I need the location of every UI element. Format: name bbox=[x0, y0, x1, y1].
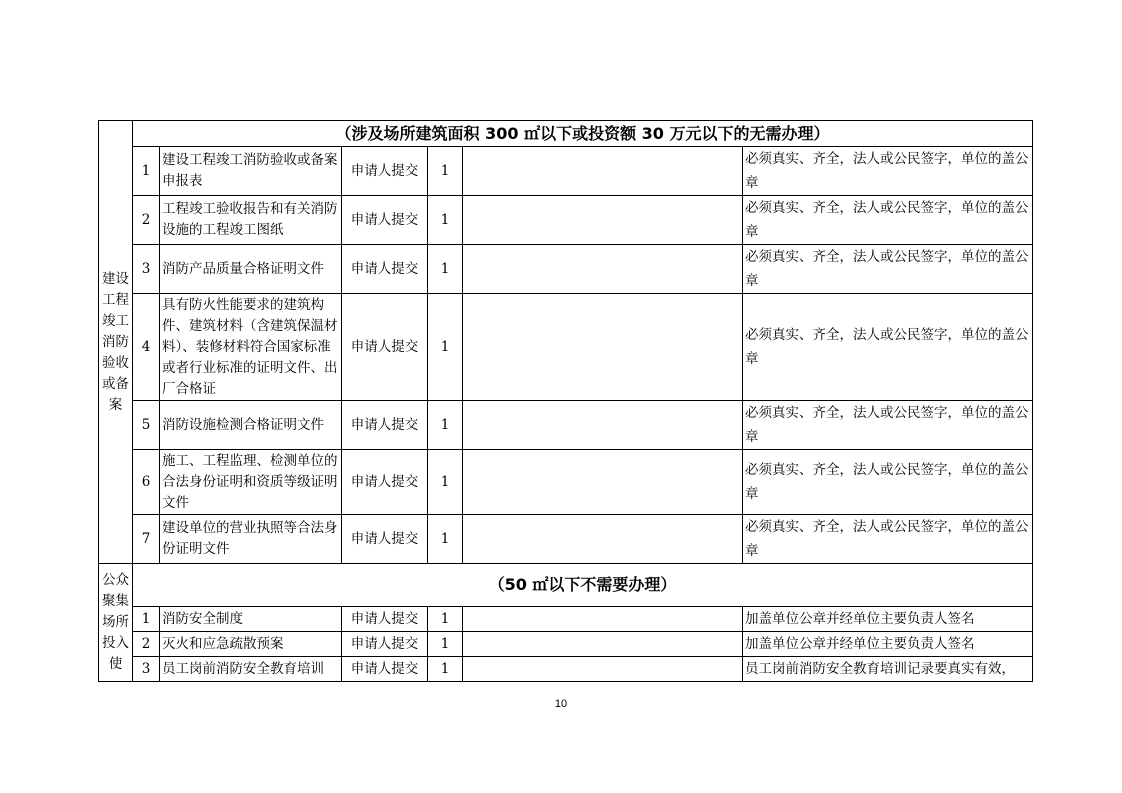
requirements-table bbox=[98, 120, 1033, 682]
quantity: 1 bbox=[428, 607, 463, 632]
table-row bbox=[99, 401, 1033, 450]
quantity: 1 bbox=[428, 147, 463, 196]
submitter: 申请人提交 bbox=[342, 294, 428, 401]
blank-cell bbox=[463, 632, 743, 657]
quantity: 1 bbox=[428, 401, 463, 450]
section-b-header-row bbox=[99, 564, 1033, 607]
submitter: 申请人提交 bbox=[342, 401, 428, 450]
submitter: 申请人提交 bbox=[342, 196, 428, 245]
document-name: 施工、工程监理、检测单位的合法身份证明和资质等级证明文件 bbox=[160, 450, 342, 515]
table-row bbox=[99, 294, 1033, 401]
table-row bbox=[99, 657, 1033, 682]
section-a-category: 建设工程竣工消防验收或备案 bbox=[102, 270, 129, 413]
blank-cell bbox=[463, 401, 743, 450]
submitter: 申请人提交 bbox=[342, 632, 428, 657]
blank-cell bbox=[463, 515, 743, 564]
document-name: 建设工程竣工消防验收或备案申报表 bbox=[160, 147, 342, 196]
row-number: 1 bbox=[133, 607, 160, 632]
blank-cell bbox=[463, 657, 743, 682]
remark: 必须真实、齐全，法人或公民签字，单位的盖公章 bbox=[743, 401, 1033, 450]
table-row bbox=[99, 147, 1033, 196]
page-number: 10 bbox=[554, 698, 568, 710]
table-row bbox=[99, 450, 1033, 515]
remark: 必须真实、齐全，法人或公民签字，单位的盖公章 bbox=[743, 515, 1033, 564]
blank-cell bbox=[463, 294, 743, 401]
table-row bbox=[99, 515, 1033, 564]
remark: 加盖单位公章并经单位主要负责人签名 bbox=[743, 632, 1033, 657]
submitter: 申请人提交 bbox=[342, 147, 428, 196]
blank-cell bbox=[463, 607, 743, 632]
blank-cell bbox=[463, 245, 743, 294]
row-number: 4 bbox=[133, 294, 160, 401]
row-number: 3 bbox=[133, 245, 160, 294]
blank-cell bbox=[463, 196, 743, 245]
remark: 员工岗前消防安全教育培训记录要真实有效， bbox=[743, 657, 1033, 682]
remark: 必须真实、齐全，法人或公民签字，单位的盖公章 bbox=[743, 147, 1033, 196]
section-b-category: 公众聚集场所投入使 bbox=[102, 572, 129, 672]
quantity: 1 bbox=[428, 196, 463, 245]
row-number: 2 bbox=[133, 632, 160, 657]
document-name: 灭火和应急疏散预案 bbox=[160, 632, 342, 657]
blank-cell bbox=[463, 147, 743, 196]
document-name: 工程竣工验收报告和有关消防设施的工程竣工图纸 bbox=[160, 196, 342, 245]
submitter: 申请人提交 bbox=[342, 607, 428, 632]
document-name: 消防安全制度 bbox=[160, 607, 342, 632]
row-number: 1 bbox=[133, 147, 160, 196]
remark: 加盖单位公章并经单位主要负责人签名 bbox=[743, 607, 1033, 632]
table-row bbox=[99, 632, 1033, 657]
section-a-note-header: （涉及场所建筑面积 300 ㎡以下或投资额 30 万元以下的无需办理） bbox=[133, 121, 1033, 147]
remark: 必须真实、齐全，法人或公民签字，单位的盖公章 bbox=[743, 245, 1033, 294]
document-name: 员工岗前消防安全教育培训 bbox=[160, 657, 342, 682]
submitter: 申请人提交 bbox=[342, 245, 428, 294]
submitter: 申请人提交 bbox=[342, 450, 428, 515]
section-b-note-header: （50 ㎡以下不需要办理） bbox=[133, 564, 1033, 607]
remark: 必须真实、齐全，法人或公民签字，单位的盖公章 bbox=[743, 294, 1033, 401]
row-number: 6 bbox=[133, 450, 160, 515]
blank-cell bbox=[463, 450, 743, 515]
submitter: 申请人提交 bbox=[342, 657, 428, 682]
document-name: 建设单位的营业执照等合法身份证明文件 bbox=[160, 515, 342, 564]
document-name: 消防产品质量合格证明文件 bbox=[160, 245, 342, 294]
table-row bbox=[99, 607, 1033, 632]
remark: 必须真实、齐全，法人或公民签字，单位的盖公章 bbox=[743, 450, 1033, 515]
table-row bbox=[99, 245, 1033, 294]
document-name: 具有防火性能要求的建筑构件、建筑材料（含建筑保温材料）、装修材料符合国家标准或者行业标准的证明文件、出厂合格证 bbox=[160, 294, 342, 401]
remark: 必须真实、齐全，法人或公民签字，单位的盖公章 bbox=[743, 196, 1033, 245]
row-number: 3 bbox=[133, 657, 160, 682]
document-name: 消防设施检测合格证明文件 bbox=[160, 401, 342, 450]
quantity: 1 bbox=[428, 515, 463, 564]
section-a-header-row bbox=[99, 121, 1033, 147]
quantity: 1 bbox=[428, 245, 463, 294]
row-number: 2 bbox=[133, 196, 160, 245]
row-number: 5 bbox=[133, 401, 160, 450]
submitter: 申请人提交 bbox=[342, 515, 428, 564]
quantity: 1 bbox=[428, 294, 463, 401]
quantity: 1 bbox=[428, 450, 463, 515]
section-b-category-cell bbox=[99, 564, 133, 682]
quantity: 1 bbox=[428, 632, 463, 657]
quantity: 1 bbox=[428, 657, 463, 682]
section-a-category-cell bbox=[99, 121, 133, 564]
table-row bbox=[99, 196, 1033, 245]
row-number: 7 bbox=[133, 515, 160, 564]
